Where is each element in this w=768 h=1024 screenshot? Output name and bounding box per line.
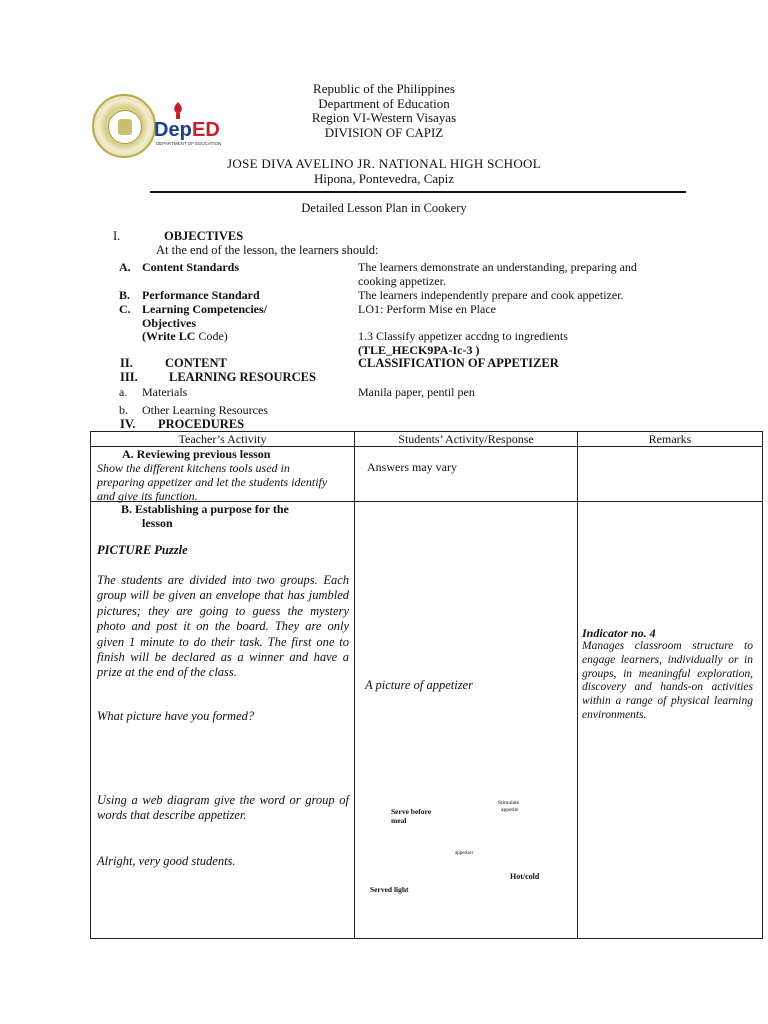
header-address: Hipona, Pontevedra, Capiz <box>313 171 455 186</box>
student-answer: A picture of appetizer <box>365 678 473 692</box>
remarks-indicator-body: Manages classroom structure to engage learners, individually or in groups, in meaningful exploration, discovery and hands-on activities within a range of physical learning environments. <box>582 640 753 721</box>
competencies-label-3-rest: Code) <box>195 329 228 343</box>
web-word-served-light: Served light <box>370 885 409 894</box>
web-word-appetite: appetite <box>501 807 519 813</box>
other-resources-label: Other Learning Resources <box>142 403 268 417</box>
header-republic: Republic of the Philippines <box>313 81 455 96</box>
content-standards-label: Content Standards <box>142 260 240 274</box>
content-value: CLASSIFICATION OF APPETIZER <box>358 356 559 370</box>
procedures-table <box>90 431 763 939</box>
header-school-name: JOSE DIVA AVELINO JR. NATIONAL HIGH SCHOOL <box>227 156 541 171</box>
content-standards-letter: A. <box>119 260 131 274</box>
competencies-value-1: LO1: Perform Mise en Place <box>358 302 496 316</box>
row1-remarks-cell <box>578 447 763 502</box>
content-heading: CONTENT <box>165 356 227 370</box>
header-divider <box>150 191 686 193</box>
header-division: DIVISION OF CAPIZ <box>324 125 444 140</box>
row2-student-cell <box>355 502 578 939</box>
other-resources-letter: b. <box>119 403 128 417</box>
competencies-code: (TLE_HECK9PA-Ic-3 ) <box>358 343 480 357</box>
svg-text:ED: ED <box>192 119 220 141</box>
content-number: II. <box>120 356 133 370</box>
web-word-stimulate: Stimulate <box>498 800 520 806</box>
svg-text:Dep: Dep <box>154 119 192 141</box>
picture-puzzle-instructions: The students are divided into two groups. Each group will be given an envelope that has jumbled pictures; they are going to guess the mystery photo and post it on the board. They are only given 1 minute to do their task. The first one to finish will be declared as a winner and have a prize at the end of the class. <box>97 573 349 680</box>
competencies-label-3 <box>142 329 228 344</box>
document-title: Detailed Lesson Plan in Cookery <box>301 201 467 215</box>
competencies-label-2: Objectives <box>142 316 196 330</box>
web-diagram-instruction: Using a web diagram give the word or group of words that describe appetizer. <box>97 793 349 823</box>
row2-teacher-cell <box>91 502 355 939</box>
header-teacher-activity: Teacher’s Activity <box>91 432 355 447</box>
procedures-heading: PROCEDURES <box>158 417 245 431</box>
row2-remarks-cell <box>578 502 763 939</box>
procedures-number: IV. <box>120 417 136 431</box>
materials-label: Materials <box>142 385 188 399</box>
row1-teacher-text: Show the different kitchens tools used in preparing appetizer and let the students identify and give its function. <box>97 461 328 503</box>
content-standards-value-1: The learners demonstrate an understanding, preparing and <box>358 260 637 274</box>
performance-standard-letter: B. <box>119 288 131 302</box>
picture-question: What picture have you formed? <box>97 709 255 723</box>
materials-letter: a. <box>119 385 128 399</box>
objectives-number: I. <box>113 229 121 243</box>
row1-student-cell <box>355 447 578 502</box>
web-word-meal: meal <box>391 816 407 825</box>
competencies-label-1: Learning Competencies/ <box>142 302 267 316</box>
competencies-label-3-bold: (Write LC <box>142 329 196 343</box>
row2-title-1: B. Establishing a purpose for the <box>121 502 289 516</box>
competencies-value-2: 1.3 Classify appetizer accdng to ingredients <box>358 329 568 343</box>
performance-standard-value: The learners independently prepare and cook appetizer. <box>358 288 624 302</box>
resources-number: III. <box>120 370 138 384</box>
web-word-hot-cold: Hot/cold <box>510 872 540 881</box>
header-department: Department of Education <box>318 96 450 111</box>
header-student-activity: Students’ Activity/Response <box>355 432 578 447</box>
objectives-heading: OBJECTIVES <box>164 229 244 243</box>
competencies-letter: C. <box>119 302 131 316</box>
closing-remark: Alright, very good students. <box>97 854 236 868</box>
header-region: Region VI-Western Visayas <box>311 110 457 125</box>
web-word-center: appetizer <box>455 851 474 856</box>
row1-student-text: Answers may vary <box>367 460 457 474</box>
row1-title: A. Reviewing previous lesson <box>122 447 271 461</box>
content-standards-value-2: cooking appetizer. <box>358 274 446 288</box>
objectives-intro: At the end of the lesson, the learners should: <box>156 243 379 257</box>
performance-standard-label: Performance Standard <box>142 288 260 302</box>
resources-heading: LEARNING RESOURCES <box>169 370 316 384</box>
row1-teacher-cell <box>91 447 355 502</box>
picture-puzzle-heading: PICTURE Puzzle <box>97 543 188 557</box>
row2-title-2: lesson <box>142 516 173 530</box>
remarks-indicator-title: Indicator no. 4 <box>582 626 656 640</box>
header-remarks: Remarks <box>578 432 763 447</box>
materials-value: Manila paper, pentil pen <box>358 385 475 399</box>
web-word-serve-before: Serve before <box>391 807 432 816</box>
svg-text:DEPARTMENT OF EDUCATION: DEPARTMENT OF EDUCATION <box>156 141 222 146</box>
